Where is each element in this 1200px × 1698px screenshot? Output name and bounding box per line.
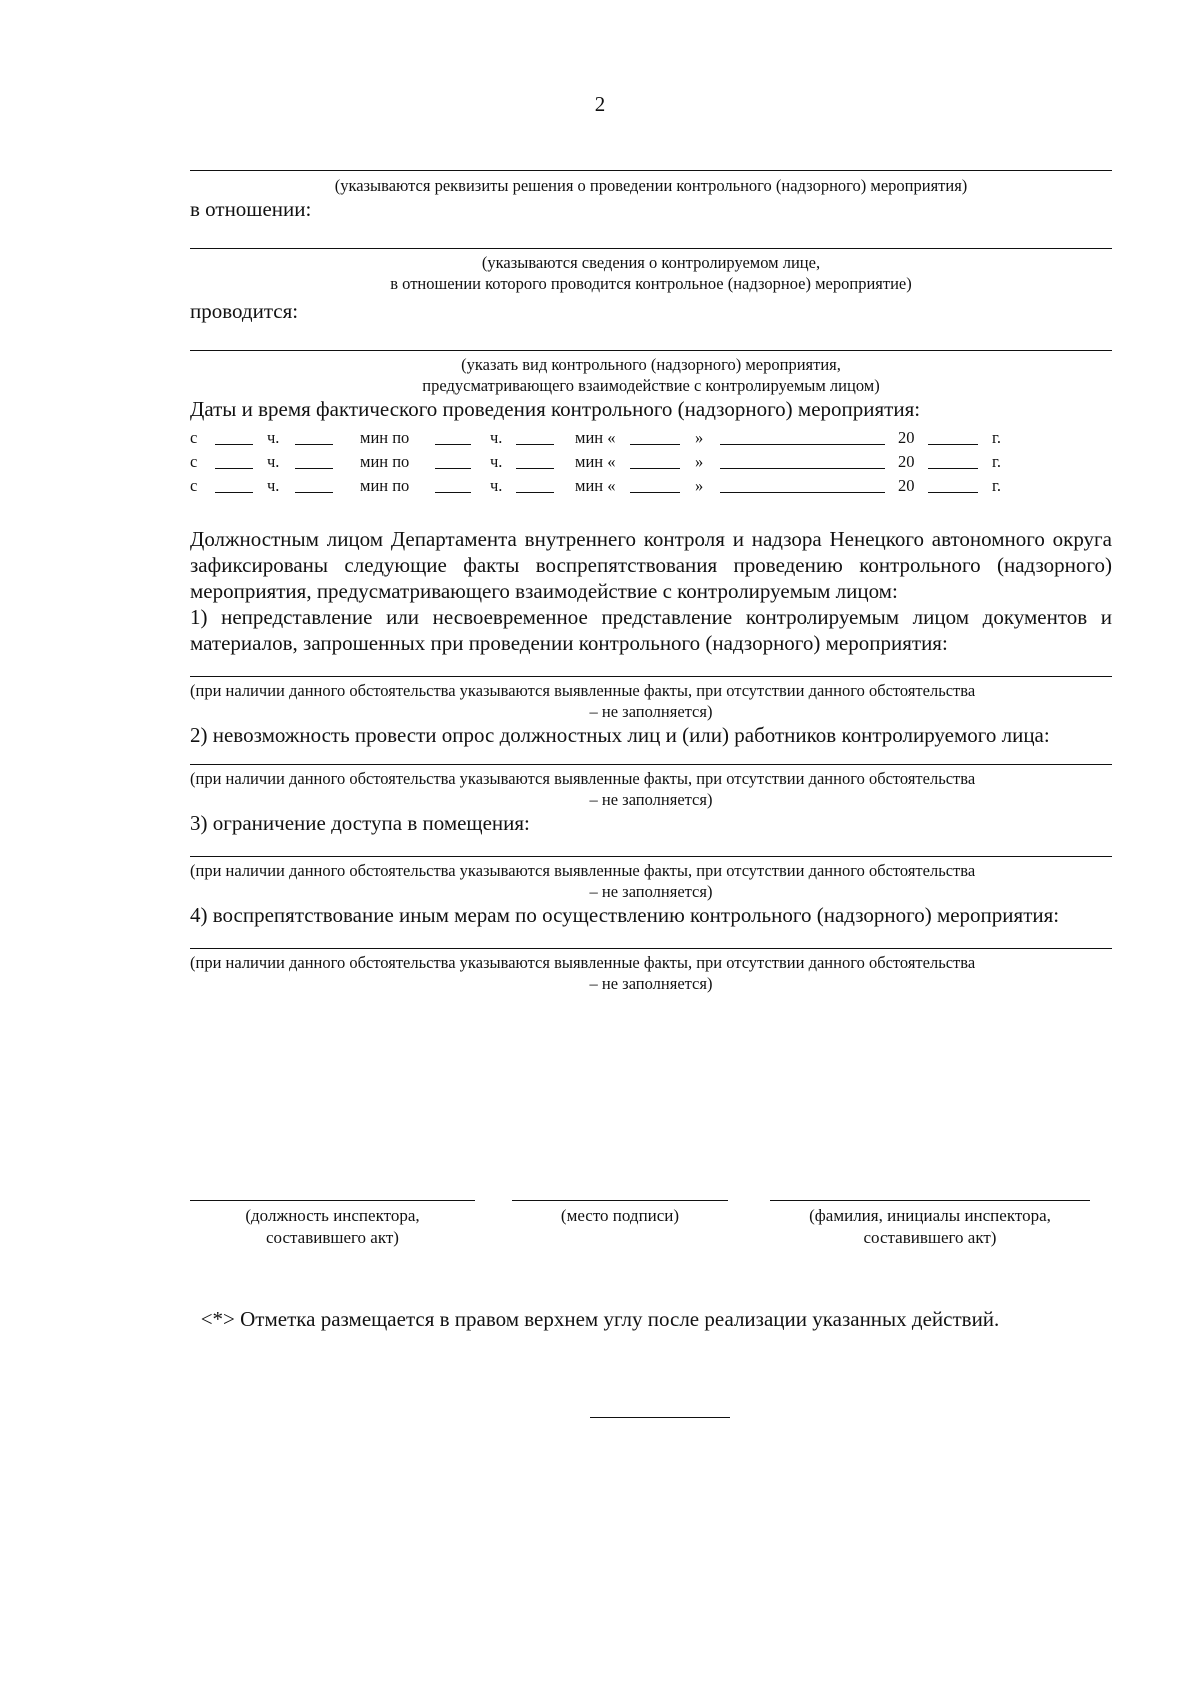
item-1: 1) непредставление или несвоевременное представление контролируемым лицом документов и материалов, запрошенных при проведении контрольного (надзорного) мероприятия: xyxy=(190,605,1112,655)
min-to-label: мин по xyxy=(360,428,410,447)
hours-label-2: ч. xyxy=(490,476,503,495)
page-number: 2 xyxy=(594,92,606,116)
inspector-name-line xyxy=(770,1200,1090,1201)
kind-line xyxy=(190,350,1112,351)
decision-caption: (указываются реквизиты решения о проведении контрольного (надзорного) мероприятия) xyxy=(334,176,968,195)
inspector-position-caption-1: (должность инспектора, xyxy=(245,1206,420,1225)
hours-label: ч. xyxy=(267,476,280,495)
item-4-caption-2: – не заполняется) xyxy=(589,974,713,993)
hour-to-blank xyxy=(435,468,471,469)
item-4-line xyxy=(190,948,1112,949)
hour-to-blank xyxy=(435,492,471,493)
year-blank xyxy=(928,492,978,493)
year-suffix: г. xyxy=(992,476,1002,495)
day-blank xyxy=(630,492,680,493)
inspector-position-field xyxy=(190,1200,475,1249)
date-rows xyxy=(190,426,1112,498)
hours-label: ч. xyxy=(267,452,280,471)
item-2-caption: (при наличии данного обстоятельства указываются выявленные факты, при отсутствии данного обстоятельства xyxy=(190,769,976,788)
in-relation-label: в отношении: xyxy=(190,197,312,221)
year-suffix: г. xyxy=(992,452,1002,471)
intro-paragraph: Должностным лицом Департамента внутреннего контроля и надзора Ненецкого автономного округа зафиксированы следующие факты воспрепятствования проведению контрольного (надзорного) мероприятия, предусматривающего взаимодействие с контролируемым лицом: xyxy=(190,527,1112,603)
minute-to-blank xyxy=(516,492,554,493)
signature-place-field xyxy=(512,1200,728,1227)
date-from-label: с xyxy=(190,476,198,495)
end-line xyxy=(590,1417,730,1418)
dates-heading: Даты и время фактического проведения контрольного (надзорного) мероприятия: xyxy=(190,397,921,421)
minute-to-blank xyxy=(516,444,554,445)
hour-from-blank xyxy=(215,468,253,469)
minute-to-blank xyxy=(516,468,554,469)
item-1-caption: (при наличии данного обстоятельства указываются выявленные факты, при отсутствии данного обстоятельства xyxy=(190,681,976,700)
date-from-label: с xyxy=(190,452,198,471)
item-4: 4) воспрепятствование иным мерам по осуществлению контрольного (надзорного) мероприятия: xyxy=(190,903,1060,927)
min-quote-label: мин « xyxy=(575,476,616,495)
item-2-line xyxy=(190,764,1112,765)
item-1-caption-2: – не заполняется) xyxy=(589,702,713,721)
minute-from-blank xyxy=(295,468,333,469)
year-blank xyxy=(928,444,978,445)
min-quote-label: мин « xyxy=(575,452,616,471)
kind-caption-1: (указать вид контрольного (надзорного) мероприятия, xyxy=(461,355,841,374)
signature-place-caption: (место подписи) xyxy=(560,1206,680,1225)
kind-caption-2: предусматривающего взаимодействие с контролируемым лицом) xyxy=(422,376,880,395)
item-3: 3) ограничение доступа в помещения: xyxy=(190,811,530,835)
month-blank xyxy=(720,468,885,469)
signature-block xyxy=(190,1200,1112,1290)
month-blank xyxy=(720,492,885,493)
quote-close: » xyxy=(695,428,704,447)
hours-label-2: ч. xyxy=(490,452,503,471)
minute-from-blank xyxy=(295,444,333,445)
year-prefix: 20 xyxy=(898,476,915,495)
year-blank xyxy=(928,468,978,469)
year-suffix: г. xyxy=(992,428,1002,447)
date-row xyxy=(190,426,1112,450)
inspector-position-caption-2: составившего акт) xyxy=(266,1228,399,1247)
hour-from-blank xyxy=(215,492,253,493)
day-blank xyxy=(630,444,680,445)
inspector-name-field xyxy=(770,1200,1090,1249)
item-3-caption-2: – не заполняется) xyxy=(589,882,713,901)
day-blank xyxy=(630,468,680,469)
inspector-position-line xyxy=(190,1200,475,1201)
date-row xyxy=(190,474,1112,498)
quote-close: » xyxy=(695,452,704,471)
year-prefix: 20 xyxy=(898,428,915,447)
item-3-caption: (при наличии данного обстоятельства указываются выявленные факты, при отсутствии данного обстоятельства xyxy=(190,861,976,880)
person-line xyxy=(190,248,1112,249)
item-4-caption: (при наличии данного обстоятельства указываются выявленные факты, при отсутствии данного обстоятельства xyxy=(190,953,976,972)
date-from-label: с xyxy=(190,428,198,447)
conducted-label: проводится: xyxy=(190,299,299,323)
month-blank xyxy=(720,444,885,445)
quote-close: » xyxy=(695,476,704,495)
item-2: 2) невозможность провести опрос должностных лиц и (или) работников контролируемого лица: xyxy=(190,723,1050,747)
item-1-line xyxy=(190,676,1112,677)
person-caption-2: в отношении которого проводится контрольное (надзорное) мероприятие) xyxy=(390,274,912,293)
act-form xyxy=(190,150,1112,994)
person-caption-1: (указываются сведения о контролируемом лице, xyxy=(481,253,821,272)
item-3-line xyxy=(190,856,1112,857)
inspector-name-caption-2: составившего акт) xyxy=(863,1228,997,1247)
year-prefix: 20 xyxy=(898,452,915,471)
hour-from-blank xyxy=(215,444,253,445)
hours-label-2: ч. xyxy=(490,428,503,447)
footnote: <*> Отметка размещается в правом верхнем углу после реализации указанных действий. xyxy=(200,1307,1000,1331)
min-to-label: мин по xyxy=(360,476,410,495)
decision-line xyxy=(190,170,1112,171)
signature-place-line xyxy=(512,1200,728,1201)
hours-label: ч. xyxy=(267,428,280,447)
inspector-name-caption-1: (фамилия, инициалы инспектора, xyxy=(809,1206,1051,1225)
min-quote-label: мин « xyxy=(575,428,616,447)
minute-from-blank xyxy=(295,492,333,493)
min-to-label: мин по xyxy=(360,452,410,471)
hour-to-blank xyxy=(435,444,471,445)
date-row xyxy=(190,450,1112,474)
item-2-caption-2: – не заполняется) xyxy=(589,790,713,809)
